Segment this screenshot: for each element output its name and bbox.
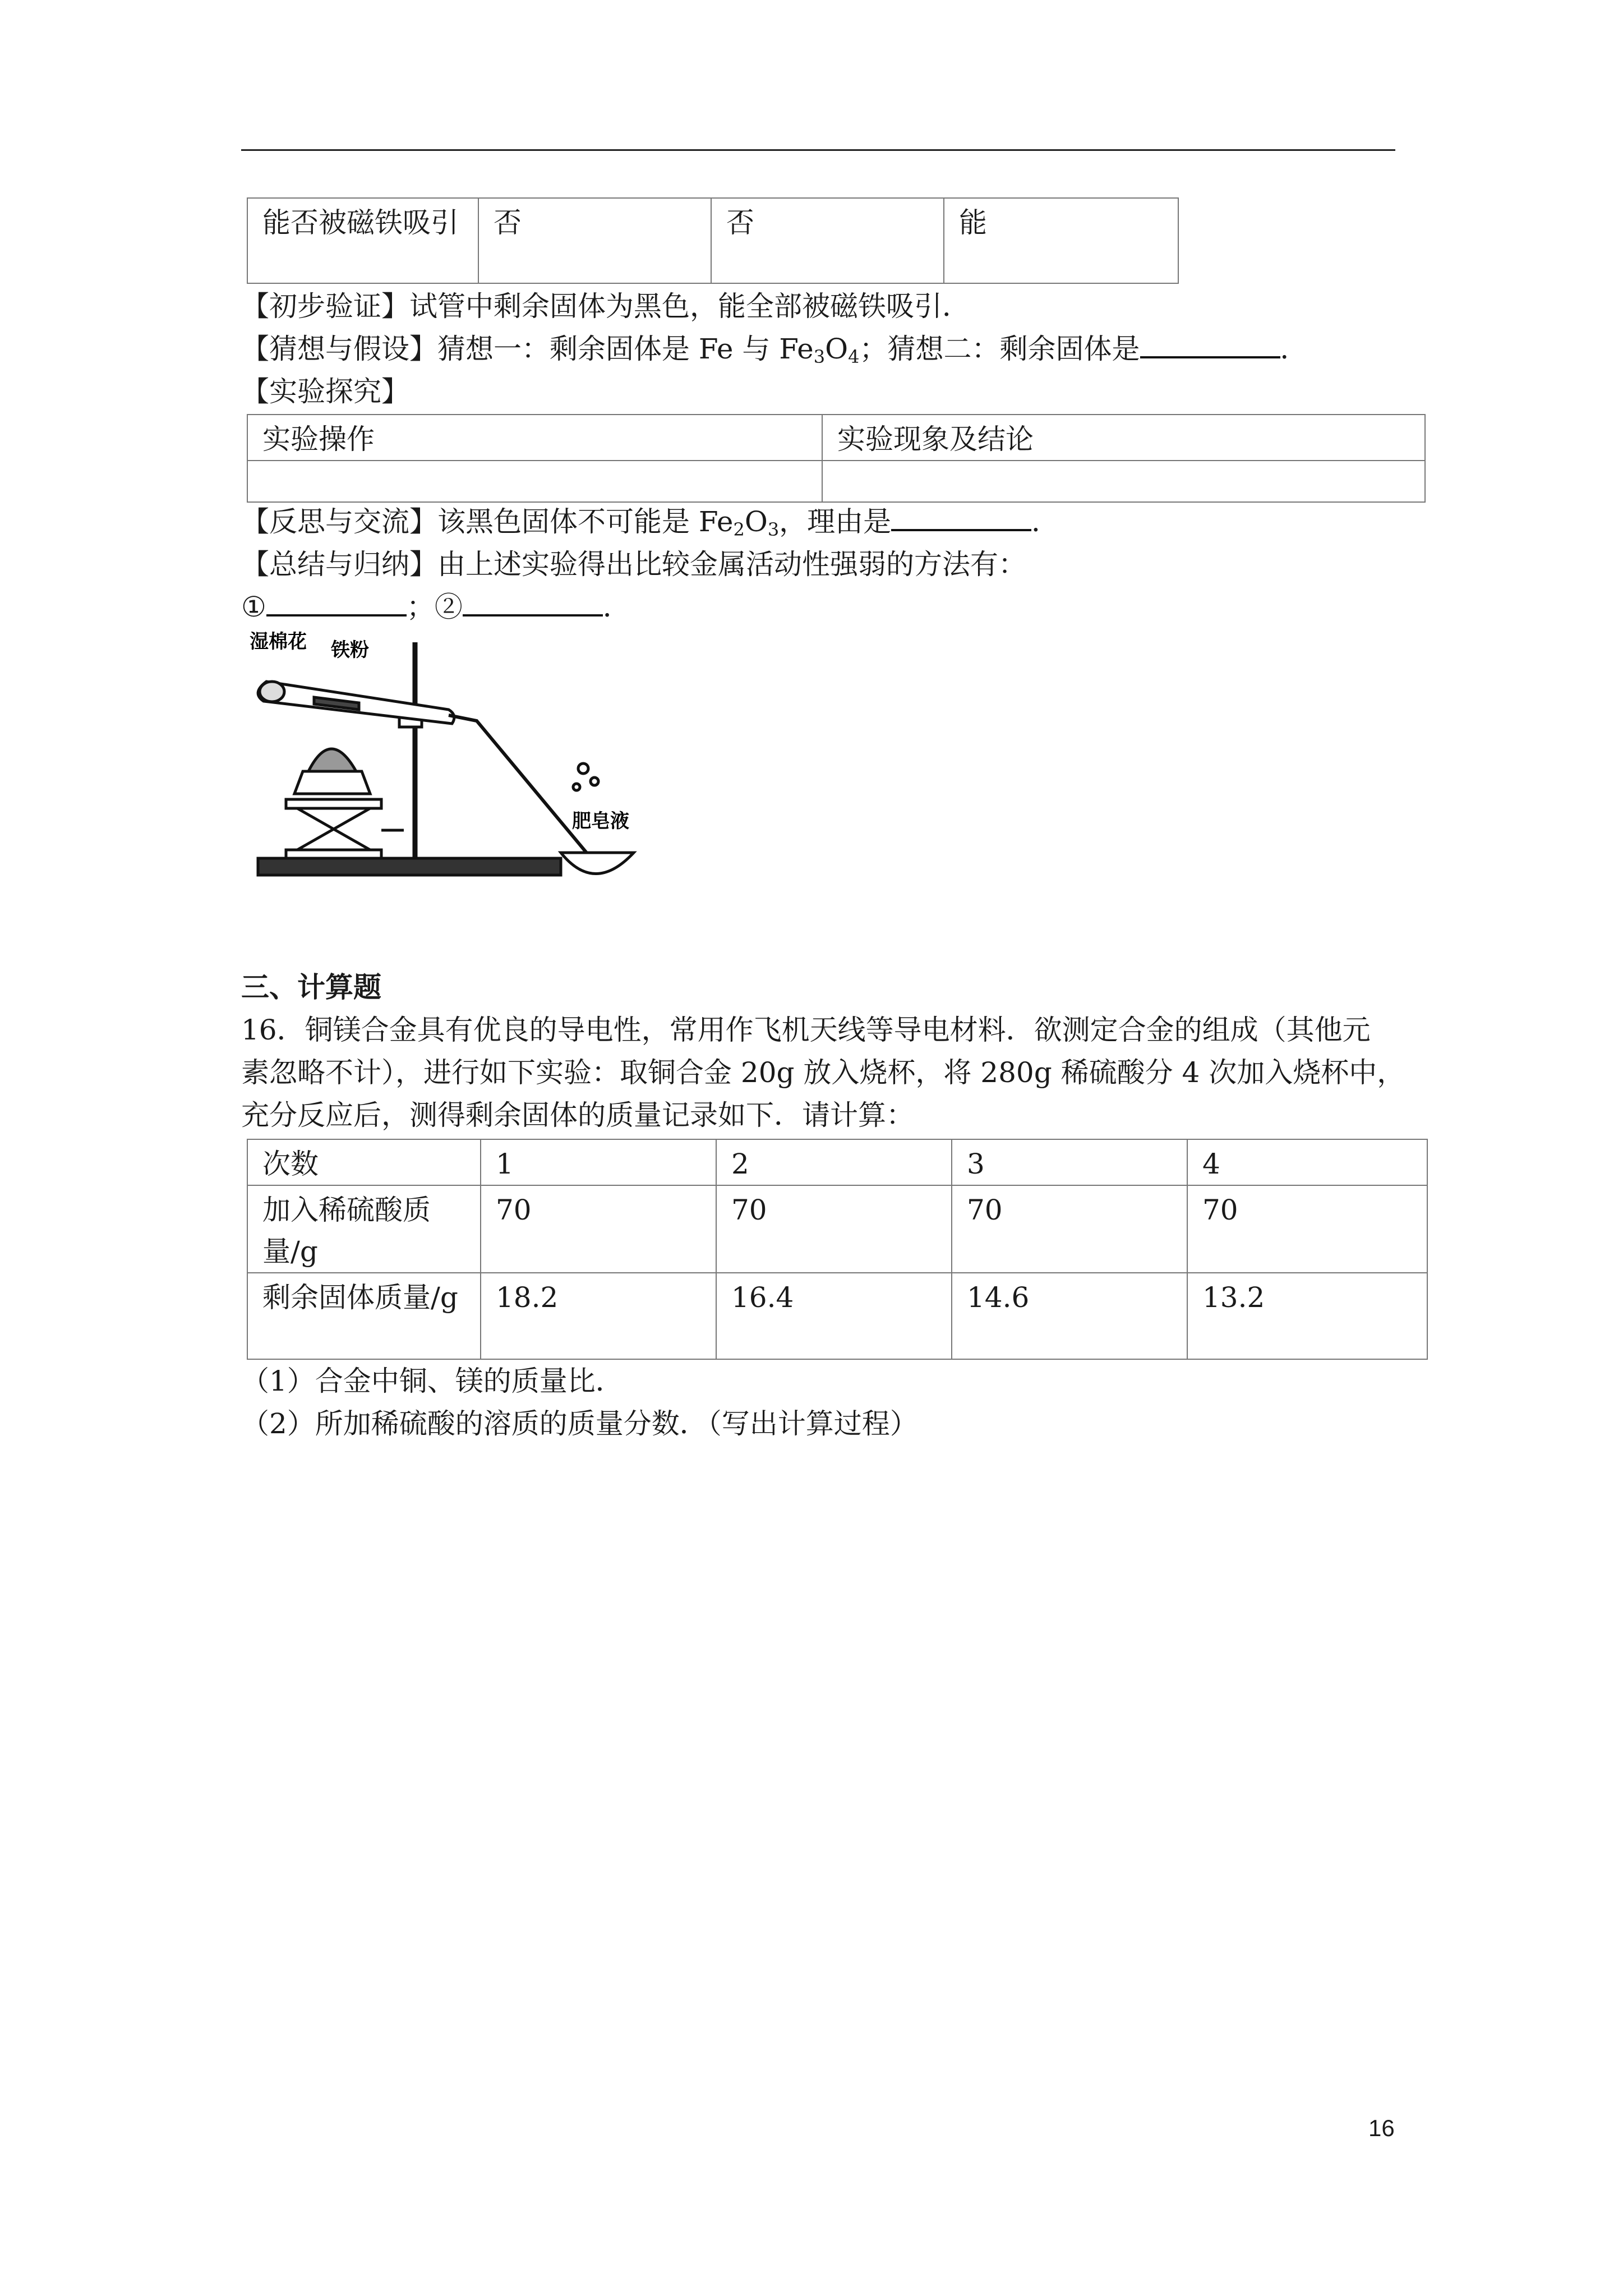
table-cell: 70 bbox=[716, 1185, 952, 1273]
table-cell: 否 bbox=[711, 198, 944, 283]
section-title: 三、计算题 bbox=[241, 971, 381, 1004]
reflection-end: ． bbox=[1031, 505, 1060, 538]
answer-blank[interactable] bbox=[891, 504, 1031, 531]
answer-blank[interactable] bbox=[463, 590, 603, 616]
flame bbox=[308, 749, 356, 771]
apparatus-figure bbox=[247, 631, 651, 889]
table-cell: 16.4 bbox=[716, 1273, 952, 1359]
reflection-text: 【反思与交流】该黑色固体不可能是 Fe bbox=[241, 505, 734, 538]
wet-cotton bbox=[260, 682, 284, 702]
subscript: 4 bbox=[848, 346, 860, 367]
methods-end: ． bbox=[602, 591, 631, 623]
table-cell: 70 bbox=[1187, 1185, 1427, 1273]
subscript: 2 bbox=[733, 519, 745, 540]
bubble bbox=[578, 763, 588, 774]
table-cell: 70 bbox=[481, 1185, 716, 1273]
table-header-cell: 2 bbox=[716, 1139, 952, 1185]
problem-line-3: 充分反应后，测得剩余固体的质量记录如下．请计算： bbox=[241, 1099, 914, 1131]
table-header-cell: 4 bbox=[1187, 1139, 1427, 1185]
table-row bbox=[247, 1185, 1427, 1273]
jack-top bbox=[286, 799, 381, 808]
table-row bbox=[247, 461, 1425, 502]
soap-label: 肥皂液 bbox=[572, 810, 629, 832]
experiment-table bbox=[247, 414, 1426, 503]
question-2: （2）所加稀硫酸的溶质的质量分数．（写出计算过程） bbox=[241, 1407, 918, 1440]
burner bbox=[294, 771, 370, 794]
answer-blank[interactable] bbox=[266, 590, 407, 616]
stand-base bbox=[258, 858, 561, 875]
table-cell: 70 bbox=[952, 1185, 1187, 1273]
table-header-cell: 次数 bbox=[247, 1139, 481, 1185]
problem-line-2: 素忽略不计），进行如下实验：取铜合金 20g 放入烧杯，将 280g 稀硫酸分 4 次加入烧杯中， bbox=[241, 1056, 1405, 1089]
reflection-text: O bbox=[744, 505, 768, 538]
table-cell[interactable] bbox=[247, 461, 822, 502]
table-row bbox=[247, 1139, 1427, 1185]
hypothesis-line bbox=[241, 328, 1308, 370]
cotton-label: 湿棉花 bbox=[250, 631, 307, 653]
table-cell: 能否被磁铁吸引 bbox=[247, 198, 478, 283]
table-cell: 14.6 bbox=[952, 1273, 1187, 1359]
table-cell: 否 bbox=[478, 198, 711, 283]
table-header-cell: 1 bbox=[481, 1139, 716, 1185]
methods-line bbox=[241, 586, 631, 628]
reflection-text: ，理由是 bbox=[779, 505, 892, 538]
table-cell: 13.2 bbox=[1187, 1273, 1427, 1359]
bubble bbox=[573, 784, 580, 790]
initial-verification: 【初步验证】试管中剩余固体为黑色，能全部被磁铁吸引． bbox=[241, 290, 970, 323]
table-header-cell: 实验操作 bbox=[247, 415, 822, 461]
delivery-tube bbox=[449, 715, 589, 855]
subscript: 3 bbox=[813, 346, 826, 367]
hypothesis-text: ；猜想二：剩余固体是 bbox=[859, 333, 1140, 365]
table-header-cell: 实验现象及结论 bbox=[822, 415, 1425, 461]
table-row bbox=[247, 1273, 1427, 1359]
data-table bbox=[247, 1139, 1428, 1360]
table-cell: 剩余固体质量/g bbox=[247, 1273, 481, 1359]
explore-heading: 【实验探究】 bbox=[241, 375, 409, 408]
jack-bottom bbox=[286, 850, 381, 858]
header-rule bbox=[241, 149, 1395, 151]
table-header-cell: 3 bbox=[952, 1139, 1187, 1185]
answer-blank[interactable] bbox=[1140, 332, 1280, 358]
question-1: （1）合金中铜、镁的质量比． bbox=[241, 1365, 624, 1397]
method-marker: ① bbox=[241, 591, 266, 623]
table-cell[interactable] bbox=[822, 461, 1425, 502]
iron-label: 铁粉 bbox=[331, 639, 369, 661]
hypothesis-text: O bbox=[825, 333, 849, 365]
evaporating-dish bbox=[561, 853, 634, 874]
table-row bbox=[247, 198, 1178, 283]
table-cell: 加入稀硫酸质量/g bbox=[247, 1185, 481, 1273]
table-cell: 18.2 bbox=[481, 1273, 716, 1359]
method-separator: ；② bbox=[406, 591, 463, 623]
reflection-line bbox=[241, 500, 1059, 543]
hypothesis-end: ． bbox=[1280, 333, 1308, 365]
subscript: 3 bbox=[767, 519, 780, 540]
summary-line: 【总结与归纳】由上述实验得出比较金属活动性强弱的方法有： bbox=[241, 548, 1026, 581]
table-row bbox=[247, 415, 1425, 461]
page-number: 16 bbox=[1368, 2115, 1395, 2141]
bubble bbox=[591, 777, 598, 785]
problem-line-1: 16．铜镁合金具有优良的导电性，常用作飞机天线等导电材料．欲测定合金的组成（其他元 bbox=[241, 1014, 1371, 1046]
magnet-table bbox=[247, 197, 1179, 284]
hypothesis-text: 【猜想与假设】猜想一：剩余固体是 Fe 与 Fe bbox=[241, 333, 814, 365]
table-cell: 能 bbox=[944, 198, 1178, 283]
